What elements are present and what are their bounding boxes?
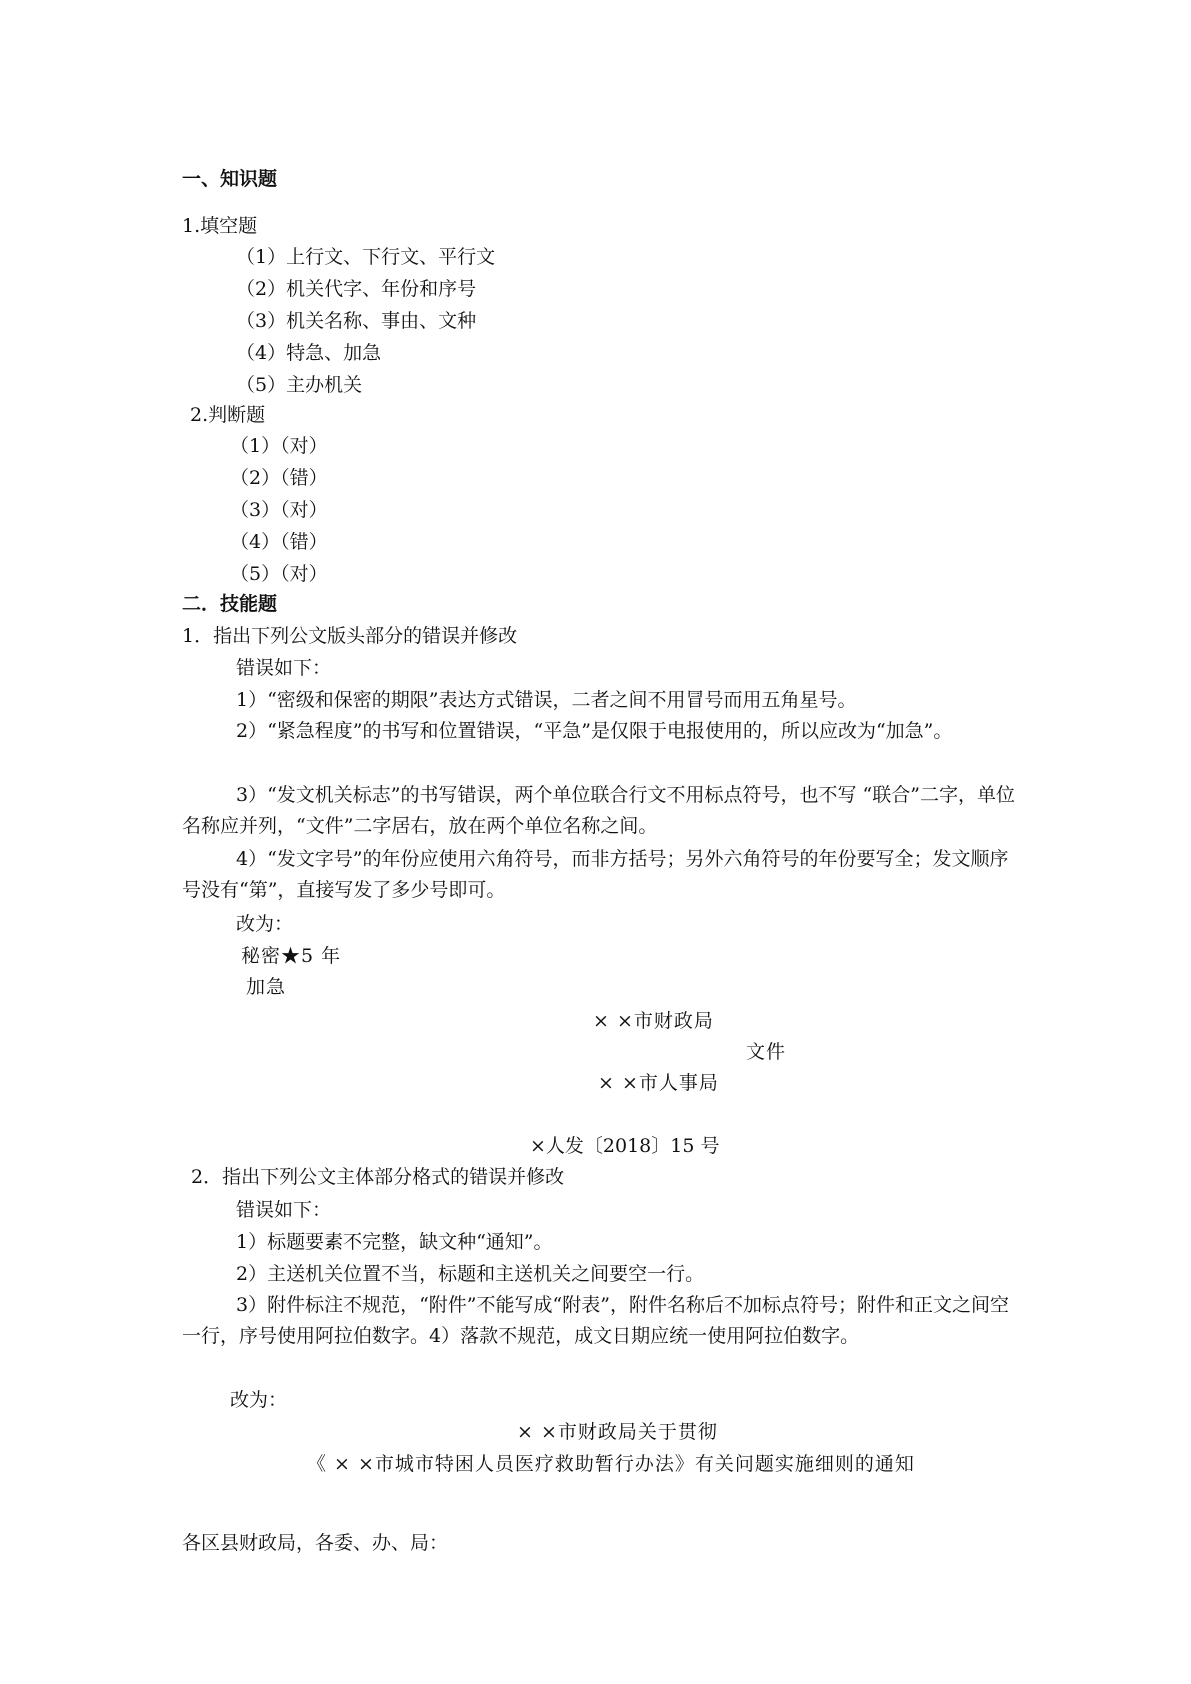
task1-error-4: 4）“发文字号”的年份应使用六角符号，而非方括号；另外六角符号的年份要写全；发文顺序号没有“第”，直接写发了多少号即可。 [182,848,1009,901]
q1-item: （2）机关代字、年份和序号 [236,278,477,300]
task1-error-3: 3）“发文机关标志”的书写错误，两个单位联合行文不用标点符号，也不写 “联合”二字，单位名称应并列，“文件”二字居右，放在两个单位名称之间。 [182,784,1015,837]
q2-item: （5）（对） [230,563,328,585]
task2-error-1: 1）标题要素不完整，缺文种“通知”。 [236,1231,553,1253]
urgency-level: 加急 [246,976,287,998]
notice-title-line-2: 《 × ×市城市特困人员医疗救助暂行办法》有关问题实施细则的通知 [307,1453,915,1475]
task2-fix-label: 改为： [230,1389,288,1411]
section-1-title: 一、知识题 [182,168,278,190]
section-2-title: 二．技能题 [182,593,278,615]
task1-title: 1．指出下列公文版头部分的错误并修改 [182,625,518,647]
document-number: ×人发〔2018〕15 号 [530,1135,720,1157]
issuer-org-1: × ×市财政局 [593,1010,714,1032]
recipient-line: 各区县财政局，各委、办、局： [182,1532,449,1554]
secret-level: 秘密★5 年 [241,945,342,967]
q1-item: （5）主办机关 [236,374,363,396]
q2-item: （4）（错） [230,531,328,553]
notice-title-line-1: × ×市财政局关于贯彻 [517,1421,718,1443]
task1-errors-label: 错误如下： [236,657,332,679]
issuer-org-2: × ×市人事局 [598,1072,719,1094]
q1-item: （4）特急、加急 [236,342,382,364]
q1-item: （3）机关名称、事由、文种 [236,310,477,332]
q1-item: （1）上行文、下行文、平行文 [236,246,496,268]
q2-item: （2）（错） [230,467,328,489]
q2-item: （1）（对） [230,435,328,457]
task2-error-2: 2）主送机关位置不当，标题和主送机关之间要空一行。 [236,1263,705,1285]
task1-error-2: 2）“紧急程度”的书写和位置错误，“平急”是仅限于电报使用的，所以应改为“加急”。 [236,720,953,742]
task2-error-3: 3）附件标注不规范，“附件”不能写成“附表”，附件名称后不加标点符号；附件和正文之间空一行，序号使用阿拉伯数字。4）落款不规范，成文日期应统一使用阿拉伯数字。 [182,1294,1009,1347]
task2-errors-label: 错误如下： [236,1199,332,1221]
q1-title: 1.填空题 [182,215,258,237]
task2-title: 2．指出下列公文主体部分格式的错误并修改 [191,1166,565,1188]
q2-title: 2.判断题 [190,404,266,426]
q2-item: （3）（对） [230,499,328,521]
wenjian-label: 文件 [746,1041,787,1063]
task1-error-1: 1）“密级和保密的期限”表达方式错误，二者之间不用冒号而用五角星号。 [236,689,857,711]
task1-fix-label: 改为： [236,913,294,935]
